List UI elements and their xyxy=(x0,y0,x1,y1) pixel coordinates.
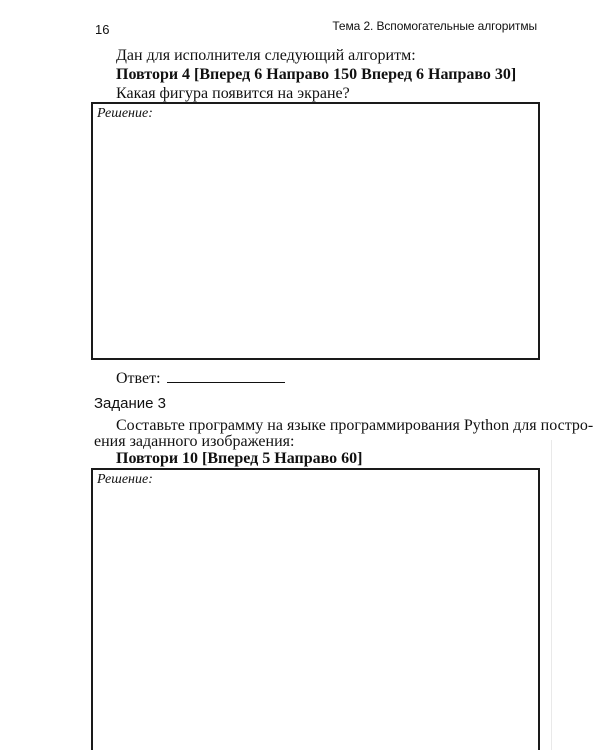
task3-heading: Задание 3 xyxy=(94,395,167,412)
task3-text-line1: Составьте программу на языке программирования Python для постро- xyxy=(116,417,594,434)
task2-intro: Дан для исполнителя следующий алгоритм: xyxy=(116,47,416,64)
task3-text-line2: ения заданного изображения: xyxy=(94,433,295,450)
task2-question: Какая фигура появится на экране? xyxy=(116,85,350,102)
solution-box-task2[interactable] xyxy=(91,102,540,360)
page-edge-shadow xyxy=(551,440,552,750)
task3-algorithm: Повтори 10 [Вперед 5 Направо 60] xyxy=(116,450,363,467)
page-number: 16 xyxy=(95,22,110,37)
running-header-title: Тема 2. Вспомогательные алгоритмы xyxy=(332,19,537,33)
task2-algorithm: Повтори 4 [Вперед 6 Направо 150 Вперед 6 Направо 30] xyxy=(116,66,517,83)
answer-label: Ответ: xyxy=(116,370,161,387)
answer-row xyxy=(116,368,285,388)
solution-label: Решение: xyxy=(97,472,153,487)
solution-label: Решение: xyxy=(97,106,153,121)
solution-box-task3[interactable] xyxy=(91,468,540,750)
answer-blank-line[interactable] xyxy=(167,368,285,383)
